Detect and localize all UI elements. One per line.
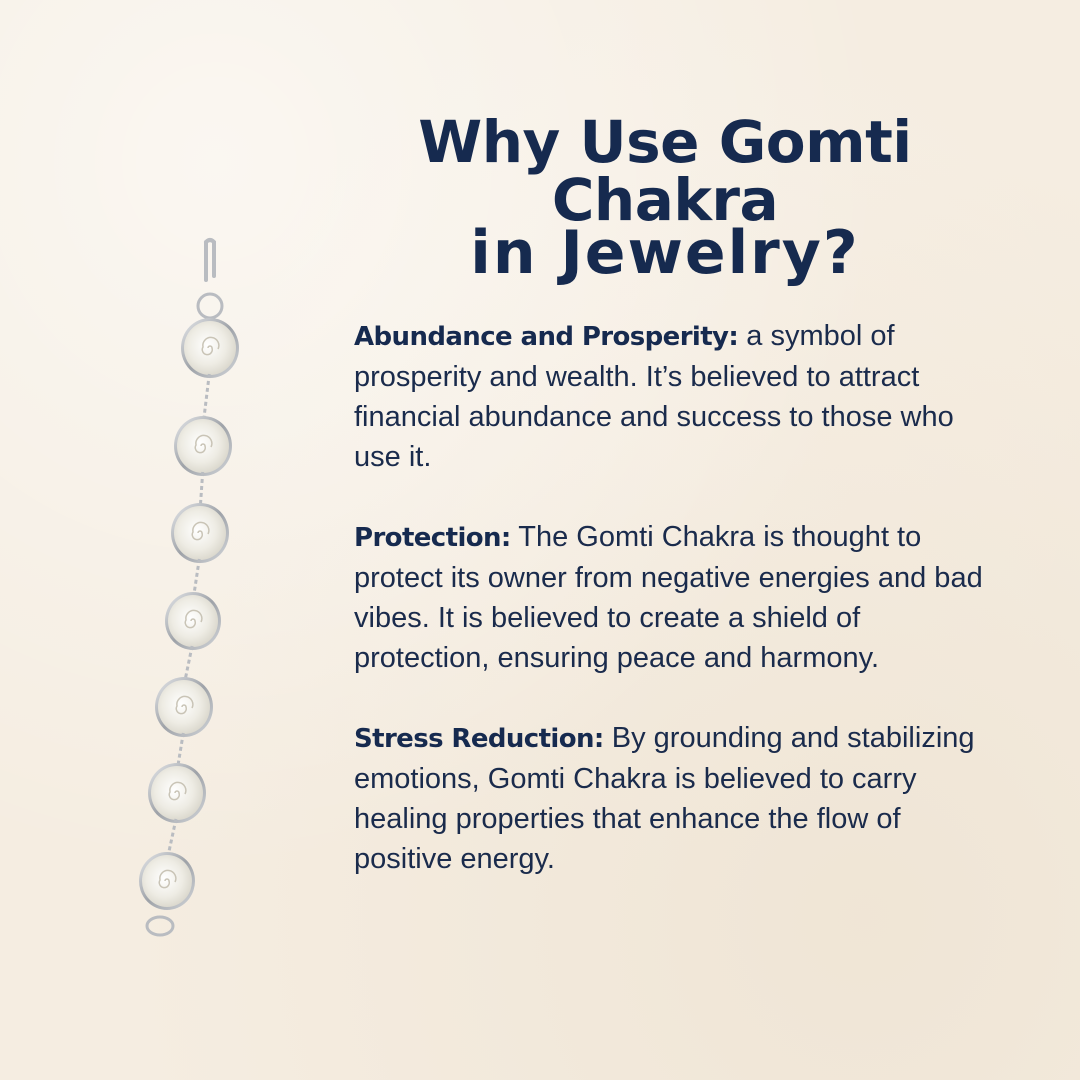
- benefit-stress: [354, 718, 994, 879]
- benefit-stress-text: By grounding and stabilizing emotions, Gomti Chakra is believed to carry healing properties that enhance the flow of positive energy.: [354, 722, 975, 875]
- benefit-protection-label: Protection:: [354, 523, 511, 553]
- benefit-stress-label: Stress Reduction:: [354, 724, 604, 754]
- bracelet-chain-link: [200, 472, 202, 507]
- gomti-chakra-stone: [174, 506, 226, 560]
- benefits-list: [354, 316, 994, 919]
- bracelet-chain-link: [185, 646, 192, 681]
- gomti-chakra-stone: [177, 419, 229, 473]
- page-title-line-1: Why Use Gomti Chakra: [418, 108, 912, 234]
- gomti-chakra-stone: [184, 321, 236, 375]
- benefit-protection: [354, 517, 994, 678]
- bracelet-end-ring: [147, 917, 173, 935]
- gomti-chakra-stone: [158, 680, 210, 734]
- gomti-chakra-stone: [151, 766, 203, 820]
- bracelet-jump-ring: [198, 294, 222, 318]
- benefit-abundance: [354, 316, 994, 477]
- gomti-chakra-stone: [168, 595, 218, 647]
- benefit-protection-text: The Gomti Chakra is thought to protect its owner from negative energies and bad vibes. It is believed to create a shield of protection, ensuring peace and harmony.: [354, 521, 983, 674]
- bracelet-chain-link: [178, 733, 184, 767]
- gomti-chakra-stone: [142, 855, 192, 907]
- bracelet-chain-link: [204, 374, 210, 420]
- benefit-abundance-label: Abundance and Prosperity:: [354, 322, 739, 352]
- bracelet-chain-link: [168, 819, 176, 856]
- page-title-line-2: in Jewelry?: [470, 218, 860, 288]
- benefit-abundance-text: a symbol of prosperity and wealth. It’s believed to attract financial abundance and success to those who use it.: [354, 320, 954, 473]
- bracelet-clasp: [206, 240, 214, 280]
- bracelet-chain-link: [194, 559, 200, 596]
- gomti-chakra-bracelet-image: [130, 236, 250, 946]
